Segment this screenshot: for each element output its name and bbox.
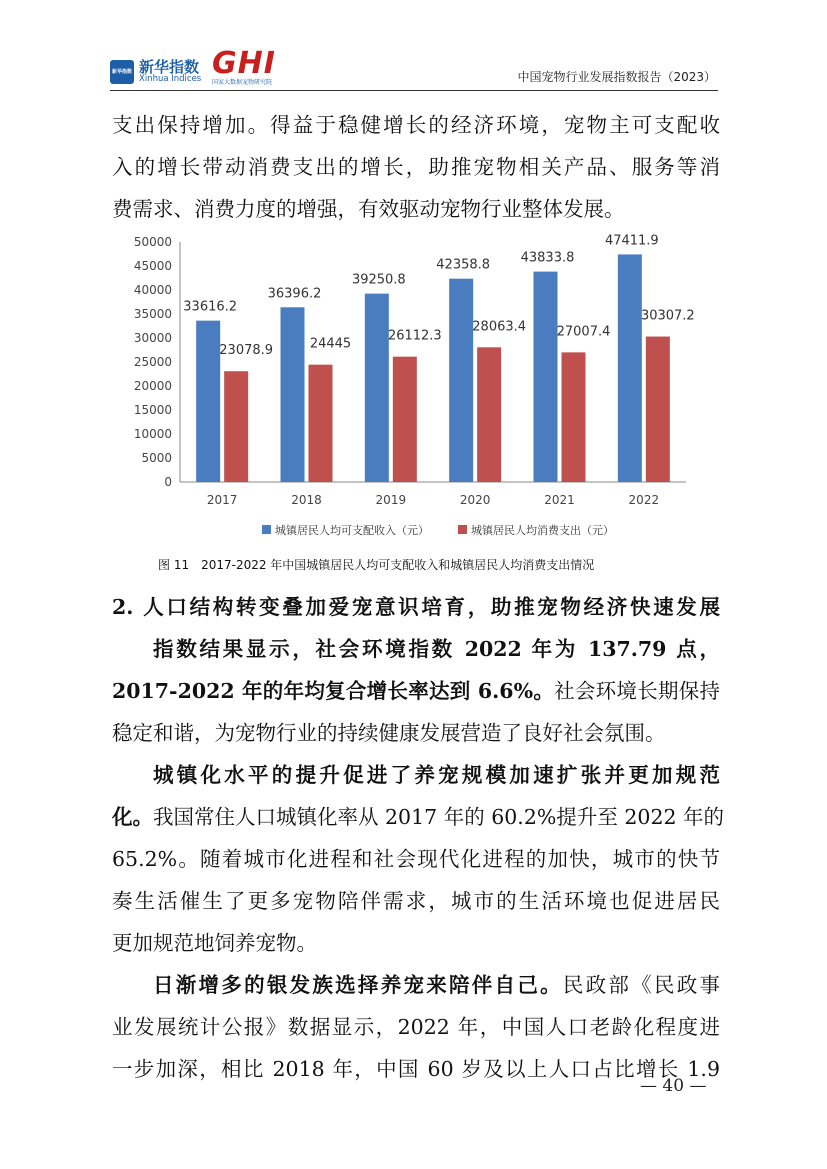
paragraph-line: 城镇化水平的提升促进了养宠规模加速扩张并更加规范 <box>153 763 720 787</box>
paragraph-line: 一步加深，相比 2018 年，中国 60 岁及以上人口占比增长 1.9 <box>112 1057 720 1081</box>
bar-consumption <box>393 357 417 482</box>
paragraph-line: 指数结果显示，社会环境指数 2022 年为 137.79 点， <box>153 637 720 661</box>
paragraph-line <box>112 670 720 712</box>
xinhua-logo-en: Xinhua Indices <box>139 74 202 85</box>
data-label: 26112.3 <box>387 328 442 344</box>
paragraph-line: 更加规范地饲养宠物。 <box>112 931 317 955</box>
x-tick-label: 2017 <box>206 493 238 507</box>
y-tick-label: 35000 <box>133 307 172 321</box>
x-tick-label: 2018 <box>291 493 322 507</box>
intro-paragraph <box>112 104 720 230</box>
legend-label: 城镇居民人均可支配收入（元） <box>275 524 429 537</box>
bold-phrase: 日渐增多的银发族选择养宠来陪伴自己。 <box>153 973 563 997</box>
xinhua-logo-mark-text: 新华指数 <box>111 69 132 75</box>
xinhua-logo-cn: 新华指数 <box>139 57 200 76</box>
bold-phrase: 2017-2022 年的年均复合增长率达到 6.6%。 <box>112 679 555 703</box>
data-label: 24445 <box>309 336 352 352</box>
data-label: 39250.8 <box>351 272 406 288</box>
data-label: 36396.2 <box>267 286 322 302</box>
y-tick-label: 15000 <box>133 403 172 417</box>
bar-income <box>196 321 220 482</box>
ghi-logo <box>212 46 304 86</box>
text-phrase: 民政部《民政事 <box>562 973 720 997</box>
paragraph-line: 奏生活催生了更多宠物陪伴需求，城市的生活环境也促进居民 <box>112 889 720 913</box>
report-title: 中国宠物行业发展指数报告（2023） <box>517 70 716 84</box>
paragraph-line: 费需求、消费力度的增强，有效驱动宠物行业整体发展。 <box>112 197 625 221</box>
bar-consumption <box>477 347 501 482</box>
y-tick-label: 10000 <box>133 427 172 441</box>
y-tick-label: 45000 <box>133 259 172 273</box>
y-tick-label: 50000 <box>133 235 172 249</box>
bar-income <box>281 307 305 482</box>
paragraph-line: 业发展统计公报》数据显示，2022 年，中国人口老龄化程度进 <box>112 1015 720 1039</box>
data-label: 28063.4 <box>472 319 527 335</box>
paragraph-line: 入的增长带动消费支出的增长，助推宠物相关产品、服务等消 <box>112 155 720 179</box>
page-number: — 40 — <box>640 1076 707 1096</box>
x-tick-label: 2020 <box>459 493 491 507</box>
bar-income <box>365 294 389 482</box>
page-header <box>110 48 718 91</box>
legend-swatch <box>458 525 467 534</box>
legend-label: 城镇居民人均消费支出（元） <box>471 524 614 537</box>
x-tick-label: 2019 <box>375 493 407 507</box>
data-label: 27007.4 <box>556 324 611 340</box>
bar-income <box>534 272 558 482</box>
bar-consumption <box>646 337 670 482</box>
bar-consumption <box>562 352 586 482</box>
paragraph-line <box>112 796 725 838</box>
data-label: 33616.2 <box>183 299 238 315</box>
figure-caption: 图 11 2017-2022 年中国城镇居民人均可支配收入和城镇居民人均消费支出情况 <box>158 558 595 572</box>
ghi-logo-text: GHI <box>212 46 276 81</box>
xinhua-indices-logo <box>110 56 201 88</box>
data-label: 42358.8 <box>436 257 491 273</box>
section-2 <box>112 586 725 1090</box>
y-tick-label: 30000 <box>133 331 172 345</box>
y-tick-label: 25000 <box>133 355 172 369</box>
ghi-logo-subtitle: 国家大数据宠物研究院 <box>212 79 273 86</box>
data-label: 43833.8 <box>520 250 575 266</box>
y-tick-label: 5000 <box>141 451 172 465</box>
data-label: 47411.9 <box>604 233 659 249</box>
x-tick-label: 2021 <box>544 493 575 507</box>
legend-swatch <box>262 525 271 534</box>
bar-income <box>449 279 473 482</box>
income-consumption-bar-chart <box>112 226 720 556</box>
text-phrase: 我国常住人口城镇化率从 2017 年的 60.2%提升至 2022 年的 <box>153 805 725 829</box>
bold-phrase: 化。 <box>112 805 153 829</box>
x-tick-label: 2022 <box>628 493 660 507</box>
paragraph-line: 稳定和谐，为宠物行业的持续健康发展营造了良好社会氛围。 <box>112 721 666 745</box>
data-label: 30307.2 <box>640 308 695 324</box>
text-phrase: 社会环境长期保持 <box>554 679 721 703</box>
paragraph-line: 65.2%。随着城市化进程和社会现代化进程的加快，城市的快节 <box>112 847 720 871</box>
bar-consumption <box>309 365 333 482</box>
y-tick-label: 20000 <box>133 379 172 393</box>
y-tick-label: 0 <box>164 475 172 489</box>
paragraph-line: 支出保持增加。得益于稳健增长的经济环境，宠物主可支配收 <box>112 113 720 137</box>
bar-income <box>618 254 642 482</box>
paragraph-line <box>112 964 720 1006</box>
xinhua-logo-mark <box>110 60 134 84</box>
section-heading: 2. 人口结构转变叠加爱宠意识培育，助推宠物经济快速发展 <box>112 595 720 619</box>
bar-consumption <box>224 371 248 482</box>
y-tick-label: 40000 <box>133 283 172 297</box>
data-label: 23078.9 <box>219 343 274 359</box>
